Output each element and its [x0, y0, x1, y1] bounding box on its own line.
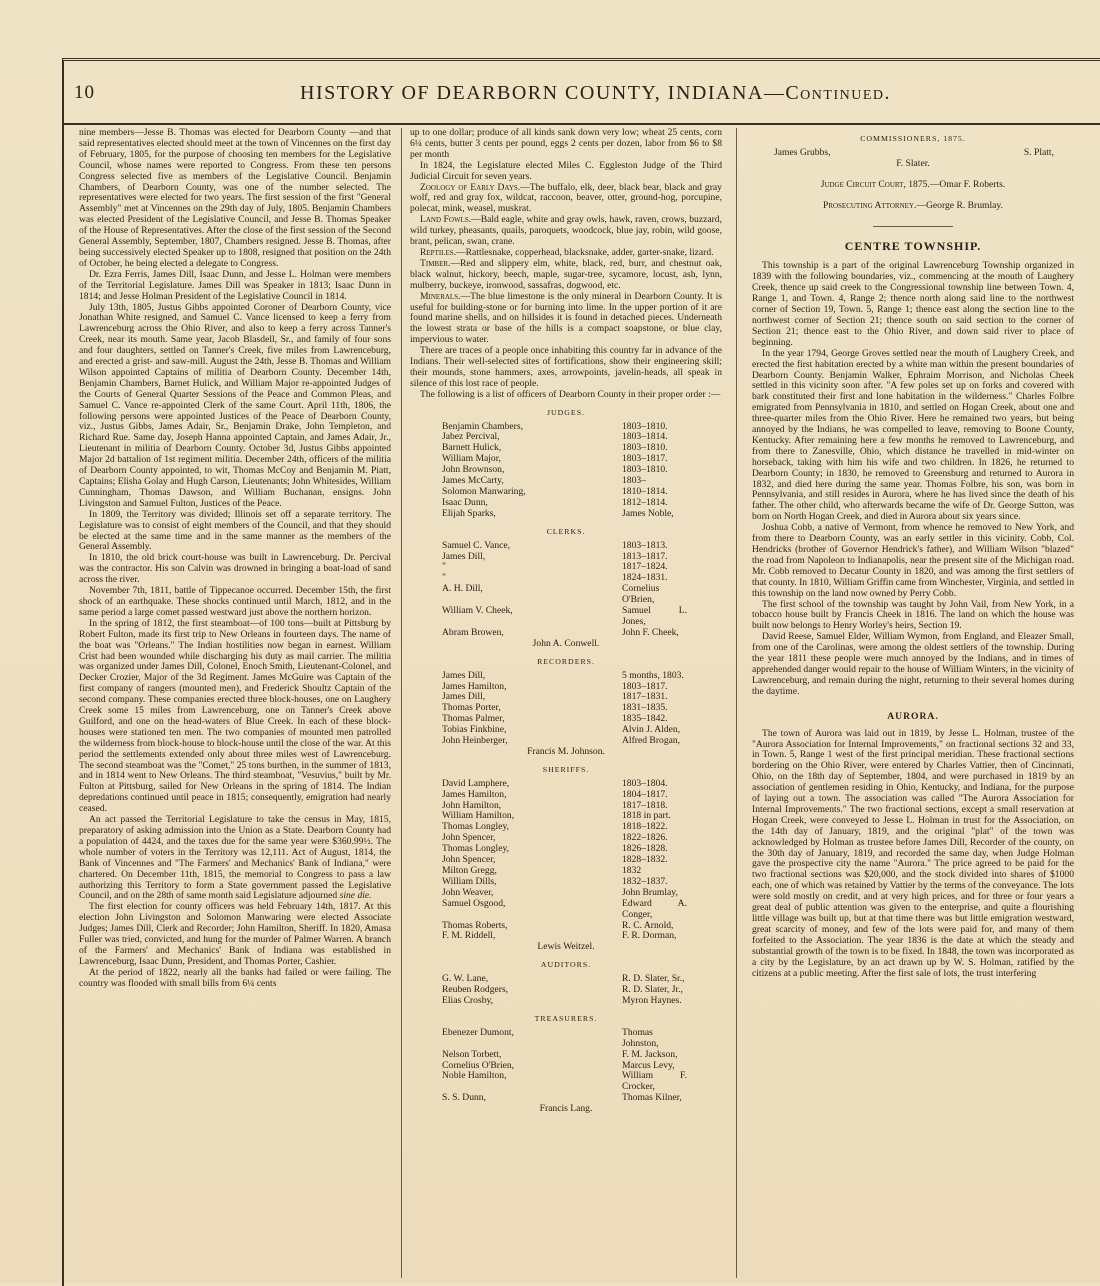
- officer-name: Nelson Torbett,: [442, 1048, 502, 1060]
- officer-name: John Heinberger,: [442, 735, 508, 747]
- recorders-last: Francis M. Johnson.: [527, 745, 605, 757]
- officer-name: John Hamilton,: [442, 799, 502, 811]
- officer-term: 1826–1828.: [622, 843, 668, 855]
- officer-term: R. D. Slater, Jr.,: [622, 984, 683, 996]
- prosecuting-attorney-line: [752, 201, 1074, 212]
- paragraph-text: —Rattlesnake, copperhead, blacksnake, adder, garter-snake, lizard.: [456, 246, 714, 258]
- section-title-centre-township: CENTRE TOWNSHIP.: [844, 238, 982, 253]
- clerks-list: [442, 541, 687, 639]
- officer-term: 1803–1804.: [622, 777, 668, 789]
- officer-term: Myron Haynes.: [622, 994, 682, 1006]
- recorders-header: RECORDERS.: [537, 656, 595, 666]
- officer-term: James Noble,: [622, 507, 674, 519]
- auditors-list: [442, 974, 687, 1007]
- officer-name: Elijah Sparks,: [442, 507, 496, 519]
- officer-name: John Spencer,: [442, 832, 496, 844]
- officer-name: Isaac Dunn,: [442, 496, 488, 508]
- officer-name: James Dill,: [442, 691, 486, 703]
- officer-name: Barnett Hulick,: [442, 442, 502, 454]
- paragraph: The first school of the township was taught by John Vail, from New York, in a tobacco house built by Francis Cheek in 1816. The land on which the house was built now belongs to Henry Worley's heirs, Section 19.: [752, 598, 1074, 632]
- commissioners-header: COMMISSIONERS, 1875.: [860, 134, 966, 143]
- section-title-aurora: AURORA.: [887, 710, 939, 722]
- paragraph: [410, 215, 722, 248]
- officer-name: James McCarty,: [442, 475, 504, 487]
- officer-term: 1828–1832.: [622, 854, 668, 866]
- header-rule: [62, 123, 1100, 125]
- paragraph: At the period of 1822, nearly all the banks had failed or were failing. The country was flooded with small bills from 6¼ cents: [79, 966, 391, 989]
- officer-term: F. R. Dorman,: [622, 930, 677, 942]
- officer-name: —George R. Brumlay.: [916, 199, 1003, 211]
- officer-term: 1804–1817.: [622, 788, 668, 800]
- paragraph: [79, 815, 391, 902]
- paragraph: In 1809, the Territory was divided; Illinois set off a separate territory. The Legislature was to consist of eight members of the Council, and that they should be elected at the same time and in the same manner as the members of the General Assembly.: [79, 508, 391, 553]
- officer-name: Cornelius O'Brien,: [442, 1059, 515, 1071]
- paragraph: In 1824, the Legislature elected Miles C. Eggleston Judge of the Third Judicial Circuit for seven years.: [410, 159, 722, 182]
- paragraph-text: —Red and slippery elm, white, black, red, burr, and chestnut oak, black walnut, hickory, beech, maple, sugar-tree, sycamore, locust, ash, lynn, mulberry, buckeye, ironwood, sassafras, dogwood, etc.: [410, 257, 722, 291]
- officer-term: 1835–1842.: [622, 713, 668, 725]
- officer-term: 1803–: [622, 475, 646, 487]
- paragraph: The town of Aurora was laid out in 1819, by Jesse L. Holman, trustee of the "Aurora Association for Internal Improvements," on fractional sections 32 and 33, in Town. 5, Range 1 west of the first principal meridian. These fractional sections bordering on the Ohio River, were entered by Charles Vattier, then of Cincinnati, Ohio, on the 18th day of September, 1804, and were purchased in 1819 by an association of gentlemen residing in Ohio, Kentucky, and Indiana, for the purpose of laying out a town. The association was called "The Aurora Association for Internal Improvements." The two fractional sections, except a small reservation at Hogan Creek, were conveyed to Jesse L. Holman in trust for the Association, on the 14th day of January, 1819, and the original "plat" of the town was acknowledged by Holman as trustee before James Dill, Recorder of the county, on the 30th day of January, 1819, and recorded the same day, when Judge Holman gave the prospective city the name "Aurora." The price agreed to be paid for the two fractional sections was $20,000, and the stock divided into shares of $1000 each, one of which was retained by Vattier by the terms of the conveyance. The lots were sold mostly on credit, and at very high prices, and for three or four years a great deal of public attention was given to the enterprise, and quite a flourishing little village was built up, but at that time there was but little emigration westward, great scarcity of money, and few of the lots were paid for, and many of them forfeited to the Association. The year 1836 is the date at which the steady and substantial growth of the town is to be fixed. In 1848, the town was incorporated as a city by the Legislature, by an act drawn up by W. S. Holman, ratified by the citizens at a public meeting. After the first sale of lots, the trust interfering: [752, 727, 1074, 979]
- paragraph-italic: sine die.: [339, 890, 372, 902]
- clerks-last: John A. Conwell.: [532, 637, 600, 649]
- officer-term: Edward A. Conger,: [622, 897, 687, 920]
- paragraph: In 1810, the old brick court-house was built in Lawrenceburg. Dr. Percival was the contractor. His son Calvin was drowned in bringing a boat-load of sand across the river.: [79, 552, 391, 586]
- officer-name: Benjamin Chambers,: [442, 420, 523, 432]
- run-in-heading: Zoology of Early Days.: [420, 181, 521, 193]
- commissioner-name: James Grubbs,: [774, 146, 831, 158]
- officer-term: R. D. Slater, Sr.,: [622, 973, 685, 985]
- officer-name: A. H. Dill,: [442, 583, 483, 595]
- officer-row: [442, 509, 687, 520]
- paragraph-text: —The blue limestone is the only mineral in Dearborn County. It is useful for building-stone or for burning into lime. In the upper portion of it are found marine shells, and on hillsides it is found in detached pieces. Underneath the lowest strata or base of the hills is a compact soapstone, or blue clay, impervious to water.: [410, 290, 722, 346]
- run-in-heading: Land Fowls.: [420, 214, 472, 226]
- page-title: [300, 82, 891, 105]
- officer-term: 1813–1817.: [622, 550, 668, 562]
- officer-term: Thomas Johnston,: [622, 1026, 659, 1049]
- officer-term: 1822–1826.: [622, 832, 668, 844]
- paragraph: The following is a list of officers of Dearborn County in their proper order :—: [420, 388, 721, 400]
- paragraph-text: —The buffalo, elk, deer, black bear, black and gray wolf, red and gray fox, wildcat, raccoon, beaver, otter, ground-hog, porcupine, polecat, mink, weasel, muskrat.: [410, 181, 722, 215]
- column-2: [410, 128, 722, 1278]
- officer-term: 1831–1835.: [622, 702, 668, 714]
- run-in-heading: Judge Circuit Court, 1875.: [820, 178, 930, 190]
- commissioner-name: S. Platt,: [1023, 146, 1054, 158]
- officer-term: 1818 in part.: [622, 810, 671, 822]
- column-divider-2: [736, 128, 737, 1278]
- officer-name: James Hamilton,: [442, 680, 507, 692]
- run-in-heading: Reptiles.: [420, 246, 457, 258]
- officer-name: Abram Browen,: [442, 626, 504, 638]
- auditors-header: AUDITORS.: [540, 960, 592, 970]
- paragraph: [410, 183, 722, 216]
- paragraph: July 13th, 1805, Justus Gibbs appointed Coroner of Dearborn County, vice Jonathan White resigned, and Samuel C. Vance licensed to keep a ferry from Lawrenceburg across the Ohio River, and also to keep a ferry across Tanner's Creek, near its mouth. Same year, Jacob Blasdell, Sr., and family of four sons and four daughters, settled on Tanner's Creek, five miles from Lawrenceburg, and erected a grist- and saw-mill. August the 24th, Jesse B. Thomas and William Wilson appointed Captains of militia of Dearborn County. December 14th, Benjamin Chambers, Barnet Hulick, and William Major re-appointed Judges of the Courts of General Quarter Sessions of the Peace and Common Pleas, and Samuel C. Vance re-appointed Clerk of the same Court. April 11th, 1806, the following persons were appointed Justices of the Peace of Dearborn County, viz., Justus Gibbs, James Adair, Sr., Benjamin Drake, John Templeton, and Richard Rue. Same day, Joseph Hanna appointed Captain, and James Adair, Jr., Lieutenant in militia of Dearborn County. October 3d, Justus Gibbs appointed Major 2d battalion of 1st regiment militia. December 24th, officers of the militia of Dearborn County appointed, to wit, Thomas McCoy and Benjamin M. Piatt, Captains; Elisha Golay and Hugh Carson, Lieutenants; John Whitesides, William Cunningham, Thomas Dawson, and William Buchanan, ensigns. John Livingston and Samuel Fulton, Justices of the Peace.: [79, 301, 391, 509]
- officer-name: Solomon Manwaring,: [442, 486, 526, 497]
- treasurers-header: TREASURERS.: [534, 1013, 598, 1023]
- paragraph: In the spring of 1812, the first steamboat—of 100 tons—built at Pittsburg by Robert Fulton, made its first trip to New Orleans in fourteen days. The name of the boat was "Orleans." The Indian hostilities now began in earnest. William Crist had been wounded while discharging his duty as mail carrier. The militia was organized under James Dill, Colonel, Enoch Smith, Lieutenant-Colonel, and Decker Crozier, Major of the 3d Regiment. James McGuire was Captain of the first company of rangers (mounted men), and Frederick Shoultz Captain of the second company. These companies erected three block-houses, one on Laughery Creek some 15 miles from Lawrenceburg, one on Tanner's Creek above Guilford, and one on the head-waters of Blue Creek. In each of these block-houses were stationed ten men. The two companies of mounted men patrolled the wilderness from block-house to block-house until the close of the war. At this period the settlements extended only about three miles west of Lawrenceburg. The second steamboat was the "Comet," 25 tons burthen, in the summer of 1813, and in 1814 went to New Orleans. The third steamboat, "Vesuvius," built by Mr. Fulton at Pittsburg, sailed for New Orleans in the spring of 1814. The Indian depredations continued until peace in 1815; consequently, emigration had nearly ceased.: [79, 617, 391, 815]
- clerks-header: CLERKS.: [546, 526, 586, 536]
- officer-name: William Major,: [442, 453, 501, 465]
- paragraph: Dr. Ezra Ferris, James Dill, Isaac Dunn, and Jesse L. Holman were members of the Territorial Legislature. James Dill was Speaker in 1813; Isaac Dunn in 1814; and Jesse Holman President of the Legislative Council in 1814.: [79, 268, 391, 302]
- officer-name: James Dill,: [442, 550, 486, 562]
- officer-row: [442, 541, 687, 552]
- officer-term: 1817–1824.: [622, 561, 668, 573]
- officer-name: James Hamilton,: [442, 788, 507, 800]
- officer-term: 1803–1810.: [622, 442, 668, 454]
- officer-row: [442, 1071, 687, 1093]
- officer-name: —Omar F. Roberts.: [929, 178, 1006, 190]
- sheriffs-last: Lewis Weitzel.: [537, 941, 595, 953]
- officer-row: [442, 606, 687, 628]
- officer-term: Alvin J. Alden,: [622, 724, 681, 736]
- officer-term: 5 months, 1803.: [622, 669, 684, 681]
- officer-term: 1803–1817.: [622, 453, 668, 465]
- officer-term: 1817–1831.: [622, 691, 668, 703]
- officer-name: Thomas Roberts,: [442, 919, 508, 931]
- paragraph: up to one dollar; produce of all kinds sank down very low; wheat 25 cents, corn 6¼ cents, butter 3 cents per pound, eggs 2 cents per dozen, labor from $6 to $8 per month: [410, 128, 722, 160]
- officer-row: [442, 1050, 687, 1061]
- paragraph-text: —Bald eagle, white and gray owls, hawk, raven, crows, buzzard, wild turkey, pheasants, quails, paroquets, woodcock, blue jay, robin, wild goose, brant, pelican, swan, crane.: [410, 214, 722, 248]
- treasurers-last: Francis Lang.: [539, 1103, 593, 1115]
- officer-name: William V. Cheek,: [442, 605, 513, 617]
- officer-name: Milton Gregg,: [442, 865, 497, 876]
- paragraph: There are traces of a people once inhabiting this country far in advance of the Indians. Their well-selected sites of fortifications, show their engineering skill; their mounds, stone hammers, axes, arrowpoints, javelin-heads, all speak in silence of this lost race of people.: [410, 345, 722, 389]
- officer-term: 1803–1814.: [622, 431, 668, 443]
- officer-term: Cornelius O'Brien,: [622, 583, 660, 606]
- run-in-heading: Timber.: [420, 257, 451, 269]
- paragraph: [410, 292, 722, 347]
- officer-name: Samuel Osgood,: [442, 897, 506, 909]
- officer-name: Tobias Finkbine,: [442, 724, 507, 736]
- paragraph: November 7th, 1811, battle of Tippecanoe occurred. December 15th, the first shock of an earthquake. These shocks continued until March, 1812, and in the same period a large comet passed westward just above the northern horizon.: [79, 585, 391, 618]
- judges-header: JUDGES.: [547, 407, 585, 417]
- officer-name: James Dill,: [442, 669, 486, 681]
- commissioner-name: F. Slater.: [896, 157, 930, 169]
- column-1: [79, 128, 391, 1278]
- page-number: 10: [74, 82, 95, 103]
- officer-term: 1832: [622, 865, 642, 876]
- officer-term: 1817–1818.: [622, 799, 668, 811]
- officer-row: [442, 899, 687, 921]
- paragraph: In the year 1794, George Groves settled near the mouth of Laughery Creek, and erected the first habitation erected by a white man within the present boundaries of Dearborn County. Benjamin Walker, Ephraim Morrison, and Nicholas Cheek settled in this vicinity soon after. "A few poles set up on forks and covered with bark constituted their first and lone habitation in the wilderness." Charles Folbre emigrated from Pennsylvania in 1810, and settled on Hogan Creek, about one and three-quarter miles from the Ohio River. Here he remained two years, but being annoyed by the Indians, he was compelled to leave, removing to Boone County, Kentucky. After remaining here a few months he removed to Lawrenceburg, and from there to Zanesville, Ohio, which distance he travelled in mid-winter on horseback, taking with him his wife and two children. In 1826, he returned to Dearborn County; in 1830, he removed to Greensburg and returned to Aurora in 1832, and died here during the same year. Thomas Folbre, his son, was born in Pennsylvania, and still resides in Aurora, where he has lived since the death of his father. The other child, who afterwards became the wife of Dr. George Sutton, was born on North Hogan Creek, and died in Aurora about six years since.: [752, 347, 1074, 523]
- page-title-main: HISTORY OF DEARBORN COUNTY, INDIANA—: [300, 82, 786, 104]
- run-in-heading: Prosecuting Attorney.: [822, 199, 917, 211]
- officer-name: Thomas Longley,: [442, 821, 510, 833]
- paragraph: This township is a part of the original Lawrenceburg Township organized in 1839 with the following boundaries, viz., commencing at the mouth of Laughery Creek, thence up said creek to the Congressional township line between Town. 4, Range 1, and Town. 4, Range 2; thence north along said line to the northwest corner of Section 19, Town. 5, Range 1; thence east along the section line to the northwest corner of Section 21; thence south on said section to the corner of Section 21; thence east to the Ohio River, and down said river to place of beginning.: [752, 260, 1074, 348]
- officer-name: ": [442, 561, 446, 573]
- officer-term: John Brumlay,: [622, 886, 678, 898]
- officer-term: Thomas Kilner,: [622, 1092, 682, 1104]
- officer-name: John Weaver,: [442, 886, 494, 898]
- officer-term: Samuel L. Jones,: [622, 605, 687, 627]
- officer-term: 1803–1810.: [622, 420, 668, 432]
- officer-name: Jabez Percival,: [442, 431, 500, 443]
- officer-name: Thomas Porter,: [442, 702, 501, 714]
- officer-term: 1824–1831.: [622, 572, 668, 584]
- officer-name: F. M. Riddell,: [442, 930, 496, 942]
- judges-list: [442, 422, 687, 520]
- paragraph-text: An act passed the Territorial Legislature to take the census in May, 1815, preparatory of asking admission into the Union as a State. Dearborn County had a population of 4424, and the taxes due for the same year were $360.99½. The whole number of voters in the Territory was 12,111. Act of August, 1814, the Bank of Vincennes and "The Farmers' and Mechanics' Bank of Indiana," were chartered. On December 11th, 1815, the memorial to Congress to pass a law authorizing this Territory to form a State government passed the Legislative Council, and on the 28th of same month said Legislature adjourned: [79, 814, 391, 902]
- column-divider-1: [401, 128, 402, 1278]
- officer-term: 1832–1837.: [622, 875, 668, 887]
- paragraph: David Reese, Samuel Elder, William Wymon, from England, and Eleazer Small, from one of the Carolinas, were among the oldest settlers of the township. During the year 1811 these people were much annoyed by the Indians, and in times of apprehended danger would repair to the house of William Winters, in the vicinity of Lawrenceburg, and remain during the night, returning to their several homes during the daytime.: [752, 631, 1074, 697]
- officer-term: 1818–1822.: [622, 821, 668, 833]
- officer-term: Marcus Levy,: [622, 1059, 675, 1071]
- officer-row: [442, 996, 687, 1007]
- officer-name: William Dills,: [442, 875, 497, 887]
- paragraph: Joshua Cobb, a native of Vermont, from whence he removed to New York, and from there to Dearborn County, was an early settler in this vicinity. Cobb, Col. Hendricks (brother of Governor Hendrick's father), and William Wilson "blazed" the road from Napoleon to Indianapolis, near the present site of the Michigan road. Mr. Cobb removed to Decatur County in 1820, and was among the first settlers of that county. In 1810, William Griffin came from Winchester, Virginia, and settled in this township on the land now owned by Perry Cobb.: [752, 522, 1074, 599]
- paragraph: [410, 259, 722, 292]
- recorders-list: [442, 671, 687, 747]
- officer-name: Reuben Rodgers,: [442, 984, 509, 996]
- officer-row: [442, 671, 687, 682]
- officer-term: 1803–1813.: [622, 539, 668, 551]
- treasurers-list: [442, 1028, 687, 1104]
- officer-name: S. S. Dunn,: [442, 1092, 486, 1104]
- paragraph: The first election for county officers was held February 14th, 1817. At this election John Livingston and Solomon Manwaring were elected Associate Judges; James Dill, Clerk and Recorder; John Hamilton, Sheriff. In 1820, Amasa Fuller was tried, convicted, and hung for the murder of Palmer Warren. A branch of the Farmers' and Mechanics' Bank of Indiana was established in Lawrenceburg, Isaac Dunn, President, and Thomas Porter, Cashier.: [79, 901, 391, 967]
- officer-name: Thomas Longley,: [442, 843, 510, 855]
- column-3: [752, 128, 1074, 1278]
- section-divider: [873, 226, 953, 227]
- officer-term: R. C. Arnold,: [622, 919, 674, 931]
- sheriffs-list: [442, 779, 687, 943]
- officer-name: ": [442, 572, 446, 584]
- officer-term: 1810–1814.: [622, 486, 668, 497]
- officer-name: Thomas Palmer,: [442, 713, 505, 725]
- officer-term: John F. Cheek,: [622, 626, 679, 638]
- officer-name: Ebenezer Dumont,: [442, 1026, 514, 1038]
- officer-name: G. W. Lane,: [442, 973, 489, 985]
- run-in-heading: Minerals.: [420, 290, 461, 302]
- officer-name: Noble Hamilton,: [442, 1070, 507, 1082]
- officer-term: 1803–1810.: [622, 464, 668, 476]
- officer-row: [442, 1028, 687, 1050]
- circuit-judge-line: [752, 180, 1074, 191]
- officer-name: William Hamilton,: [442, 810, 515, 822]
- officer-name: John Spencer,: [442, 854, 496, 866]
- sheriffs-header: SHERIFFS.: [542, 764, 590, 774]
- officer-term: 1812–1814.: [622, 496, 668, 508]
- paragraph: nine members—Jesse B. Thomas was elected for Dearborn County —and that said representatives elected should meet at the town of Vincennes on the first day of February, 1805, for the purpose of choosing ten members for the Legislative Council, whose names were reported to Congress. From these ten persons Congress selected five as members of the Legislative Council. Benjamin Chambers, of Dearborn County, was one of the number selected. The representatives were elected for two years. The first session of the first "General Assembly" met at Vincennes on the 29th day of July, 1805. Benjamin Chambers was elected President of the Legislative Council, and Jesse B. Thomas Speaker of the House of Representatives. After the close of the first session of the Second General Assembly, September, 1807, Chambers resigned. Jesse B. Thomas, after being successively elected Speaker up to 1808, resigned that position on the 24th of October, he being elected a delegate to Congress.: [79, 128, 391, 269]
- officer-name: Elias Crosby,: [442, 994, 494, 1006]
- page-title-continued: Continued.: [785, 82, 891, 104]
- officer-term: Alfred Brogan,: [622, 735, 681, 747]
- officer-name: John Brownson,: [442, 464, 505, 476]
- officer-term: F. M. Jackson,: [622, 1048, 678, 1060]
- officer-name: Samuel C. Vance,: [442, 539, 511, 551]
- officer-name: David Lamphere,: [442, 777, 510, 789]
- officer-row: [442, 584, 687, 606]
- officer-term: 1803–1817.: [622, 680, 668, 692]
- officer-term: William F. Crocker,: [622, 1070, 687, 1093]
- officer-row: [442, 790, 687, 801]
